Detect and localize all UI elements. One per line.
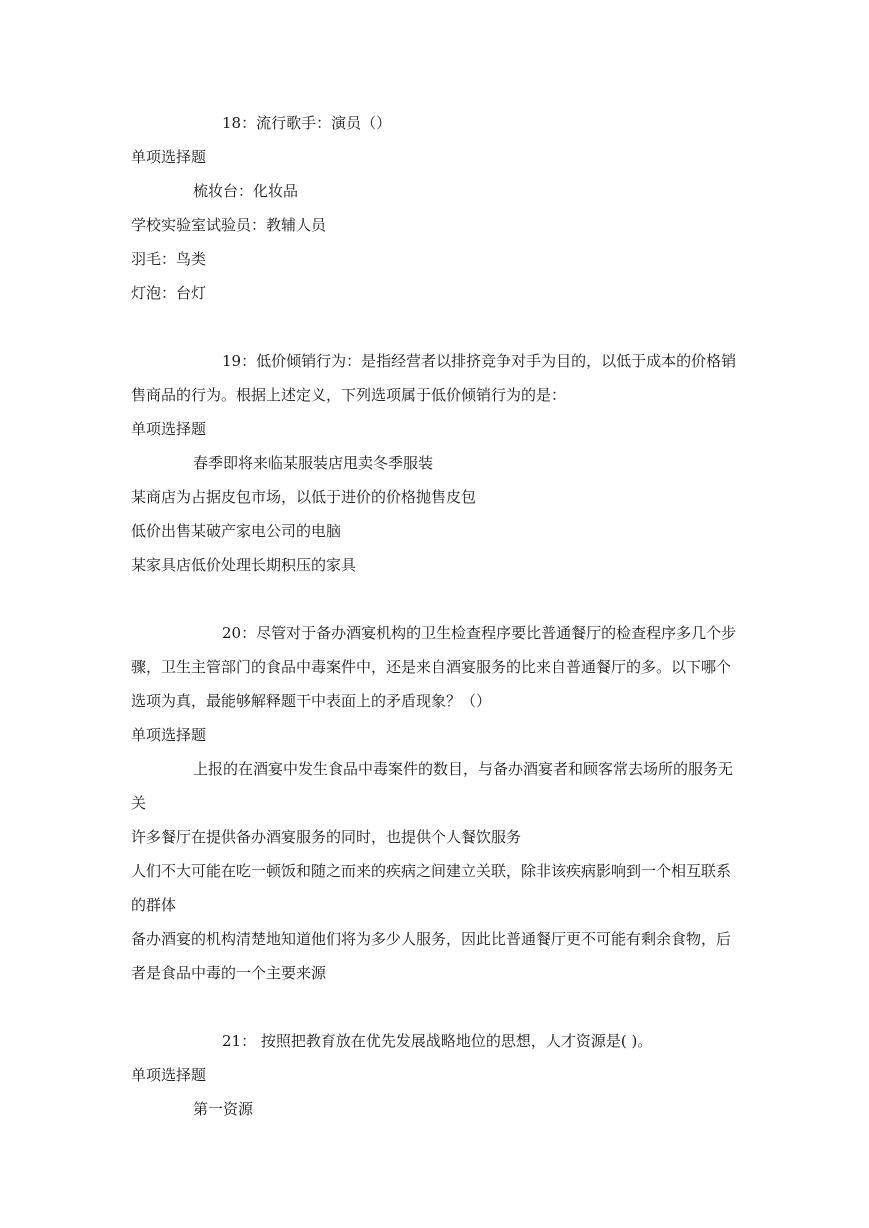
question-20-title-line-1: 20：尽管对于备办酒宴机构的卫生检查程序要比普通餐厅的检查程序多几个步 bbox=[222, 624, 737, 642]
question-21-title: 21： 按照把教育放在优先发展战略地位的思想，人才资源是( )。 bbox=[222, 1032, 653, 1050]
question-21-option-a: 第一资源 bbox=[193, 1100, 254, 1118]
question-19-option-b: 某商店为占据皮包市场，以低于进价的价格抛售皮包 bbox=[131, 488, 477, 506]
question-19-type: 单项选择题 bbox=[131, 420, 207, 438]
question-20-option-d-line-1: 备办酒宴的机构清楚地知道他们将为多少人服务，因此比普通餐厅更不可能有剩余食物，后 bbox=[131, 930, 732, 948]
question-19-title-line-1: 19：低价倾销行为：是指经营者以排挤竞争对手为目的，以低于成本的价格销 bbox=[222, 352, 737, 370]
question-18-option-d: 灯泡：台灯 bbox=[131, 284, 207, 302]
question-18-option-a: 梳妆台：化妆品 bbox=[193, 182, 299, 200]
question-20-title-line-2: 骤，卫生主管部门的食品中毒案件中，还是来自酒宴服务的比来自普通餐厅的多。以下哪个 bbox=[131, 658, 732, 676]
question-20-option-b: 许多餐厅在提供备办酒宴服务的同时，也提供个人餐饮服务 bbox=[131, 828, 522, 846]
question-19-title-line-2: 售商品的行为。根据上述定义，下列选项属于低价倾销行为的是： bbox=[131, 386, 567, 404]
question-18-title: 18：流行歌手：演员（） bbox=[222, 114, 392, 132]
question-20-option-a-line-1: 上报的在酒宴中发生食品中毒案件的数目，与备办酒宴者和顾客常去场所的服务无 bbox=[193, 760, 734, 778]
question-21-type: 单项选择题 bbox=[131, 1066, 207, 1084]
question-18-option-c: 羽毛：鸟类 bbox=[131, 250, 207, 268]
question-19-option-c: 低价出售某破产家电公司的电脑 bbox=[131, 522, 342, 540]
question-20-title-line-3: 选项为真，最能够解释题干中表面上的矛盾现象？（） bbox=[131, 692, 492, 710]
question-18-type: 单项选择题 bbox=[131, 148, 207, 166]
question-20-option-d-line-2: 者是食品中毒的一个主要来源 bbox=[131, 964, 327, 982]
question-20-option-c-line-2: 的群体 bbox=[131, 896, 177, 914]
question-19-option-a: 春季即将来临某服装店甩卖冬季服装 bbox=[193, 454, 434, 472]
question-20-option-c-line-1: 人们不大可能在吃一顿饭和随之而来的疾病之间建立关联，除非该疾病影响到一个相互联系 bbox=[131, 862, 732, 880]
question-20-option-a-line-2: 关 bbox=[131, 794, 147, 812]
question-19-option-d: 某家具店低价处理长期积压的家具 bbox=[131, 556, 357, 574]
question-20-type: 单项选择题 bbox=[131, 726, 207, 744]
question-18-option-b: 学校实验室试验员：教辅人员 bbox=[131, 216, 327, 234]
